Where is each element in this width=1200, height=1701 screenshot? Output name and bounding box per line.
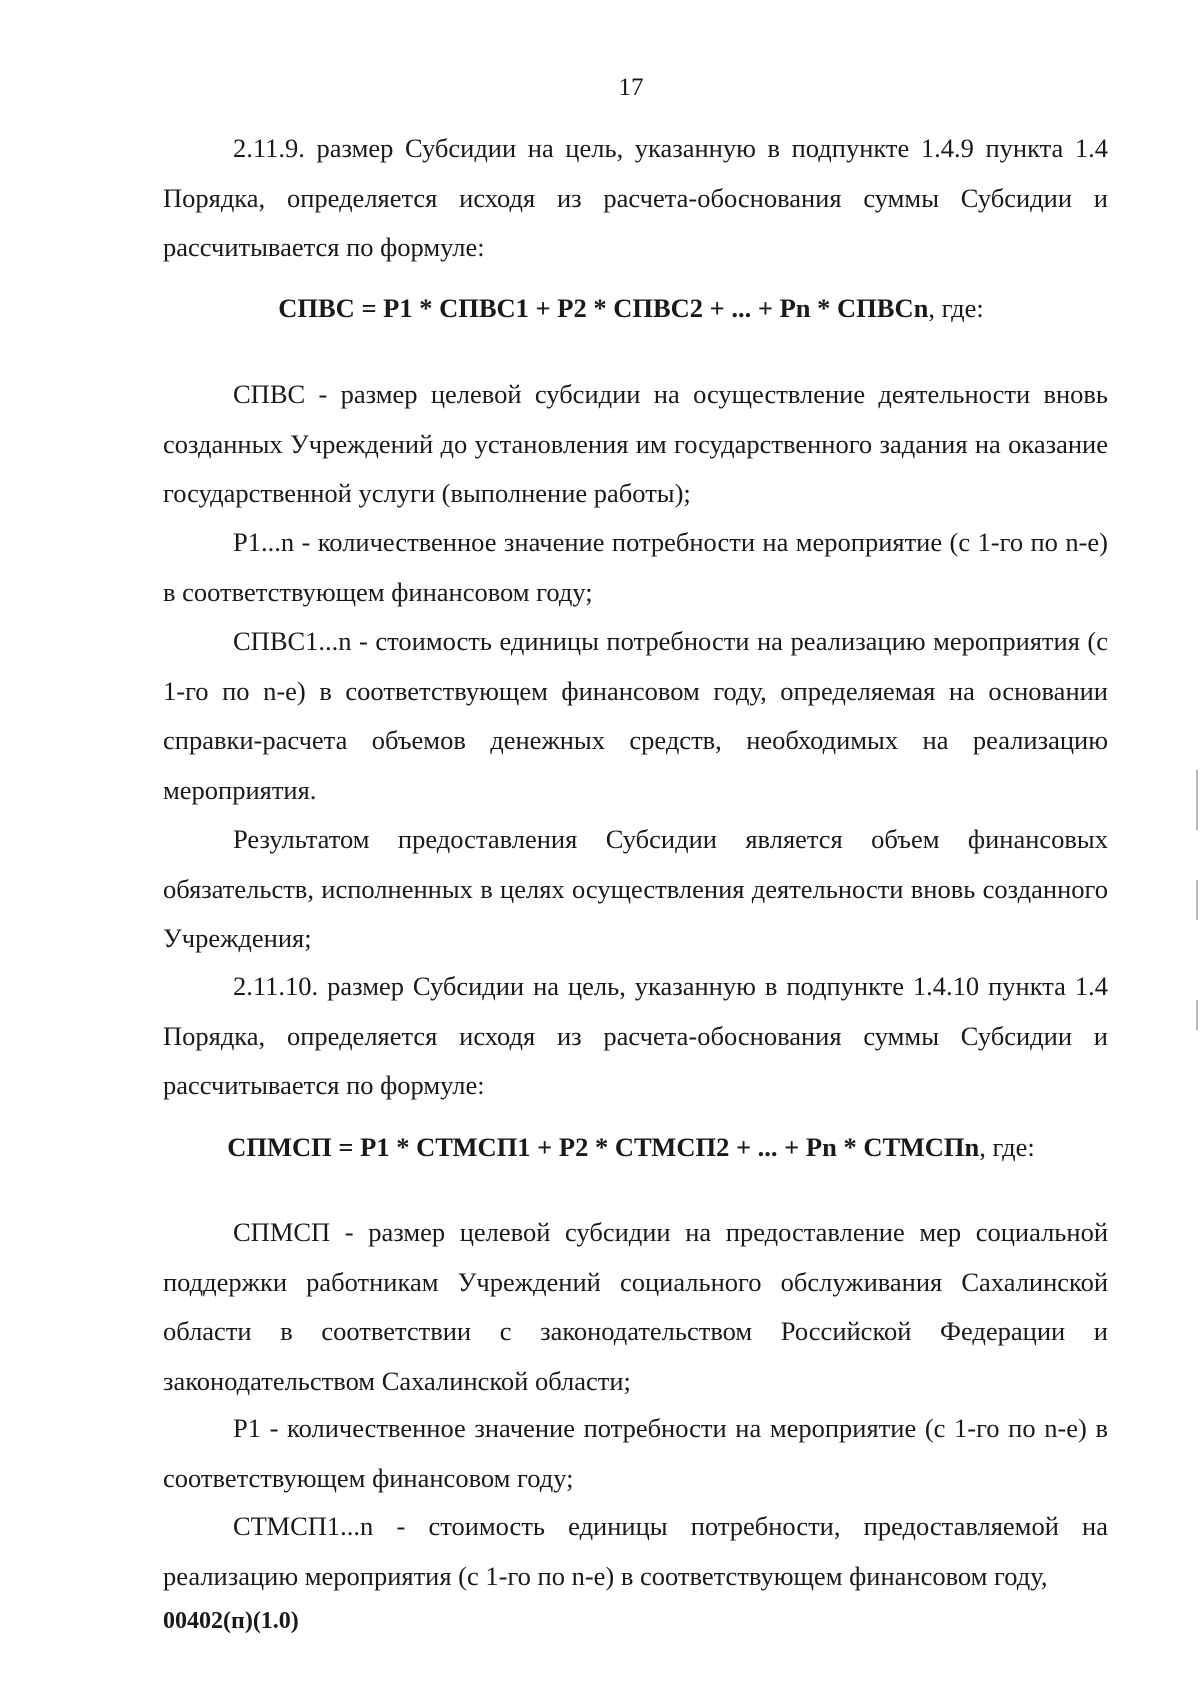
paragraph-2-11-9: 2.11.9. размер Субсидии на цель, указанную в подпункте 1.4.9 пункта 1.4 Порядка, определяется исходя из расчета-обоснования суммы Субсидии и рассчитывается по формуле:	[163, 133, 1108, 262]
paragraph-stmsp1n-definition: СТМСП1...n - стоимость единицы потребности, предоставляемой на реализацию мероприятия (с 1-го по n-е) в соответствующем финансовом году,	[163, 1511, 1108, 1591]
formula-spmsp	[0, 1127, 1200, 1167]
paragraph-spvs-definition: СПВС - размер целевой субсидии на осуществление деятельности вновь созданных Учреждений до установления им государственного задания на оказание государственной услуги (выполнение работы);	[163, 379, 1108, 508]
page-number: 17	[618, 74, 644, 101]
paragraph-result: Результатом предоставления Субсидии является объем финансовых обязательств, исполненных в целях осуществления деятельности вновь созданного Учреждения;	[163, 824, 1108, 953]
formula-spvs	[0, 288, 1200, 328]
scan-artifact	[1196, 770, 1198, 830]
paragraph-p1n-definition: P1...n - количественное значение потребности на мероприятие (с 1-го по n-е) в соответствующем финансовом году;	[163, 527, 1108, 607]
scan-artifact	[1196, 880, 1198, 920]
formula-spvs-suffix: , где:	[928, 293, 984, 323]
document-code: 00402(п)(1.0)	[163, 1608, 299, 1634]
paragraph-2-11-10: 2.11.10. размер Субсидии на цель, указанную в подпункте 1.4.10 пункта 1.4 Порядка, определяется исходя из расчета-обоснования суммы Субсидии и рассчитывается по формуле:	[163, 971, 1108, 1100]
formula-spmsp-suffix: , где:	[979, 1132, 1035, 1162]
formula-spvs-expression: СПВС = P1 * СПВС1 + P2 * СПВС2 + ... + Pn * СПВСn	[278, 293, 929, 323]
formula-spmsp-expression: СПМСП = P1 * СТМСП1 + P2 * СТМСП2 + ... + Pn * СТМСПn	[227, 1132, 980, 1162]
scan-artifact	[1196, 1000, 1198, 1030]
paragraph-p1-definition: P1 - количественное значение потребности на мероприятие (с 1-го по n-е) в соответствующем финансовом году;	[163, 1413, 1108, 1493]
paragraph-spmsp-definition: СПМСП - размер целевой субсидии на предоставление мер социальной поддержки работникам Учреждений социального обслуживания Сахалинской области в соответствии с законодательством Российской Федерации и законодательством Сахалинской области;	[163, 1217, 1108, 1396]
paragraph-spvs1n-definition: СПВС1...n - стоимость единицы потребности на реализацию мероприятия (с 1-го по n-е) в соответствующем финансовом году, определяемая на основании справки-расчета объемов денежных средств, необходимых на реализацию мероприятия.	[163, 626, 1108, 805]
